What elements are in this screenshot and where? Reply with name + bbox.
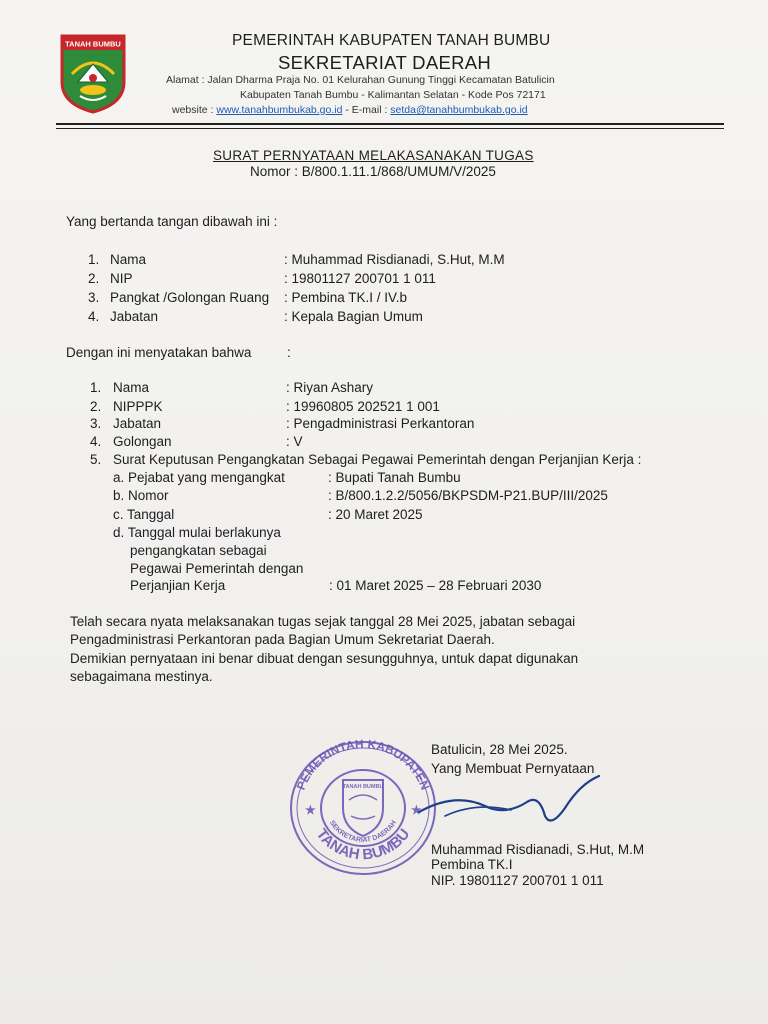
- sk-label-start-1: d. Tanggal mulai berlakunya: [113, 525, 281, 540]
- website-link[interactable]: www.tanahbumbukab.go.id: [216, 104, 343, 116]
- email-link[interactable]: setda@tanahbumbukab.go.id: [390, 104, 528, 116]
- header-rule-thin: [56, 128, 724, 129]
- sign-place-date: Batulicin, 28 Mei 2025.: [431, 742, 568, 757]
- employee-label-name: Nama: [113, 380, 150, 395]
- sk-label-date: c. Tanggal: [113, 507, 175, 522]
- signer-label-nip: NIP: [110, 271, 133, 286]
- email-label: - E-mail :: [345, 104, 388, 116]
- header-rule-thick: [56, 123, 724, 125]
- employee-value-position: : Pengadministrasi Perkantoran: [286, 416, 475, 431]
- signer-num-4: 4.: [88, 309, 100, 324]
- employee-num-1: 1.: [90, 380, 102, 395]
- sk-label-start-3: Pegawai Pemerintah dengan: [130, 561, 304, 576]
- signer-label-rank: Pangkat /Golongan Ruang: [110, 290, 270, 305]
- logo-text: TANAH BUMBU: [65, 39, 121, 49]
- document-number: Nomor : B/800.1.11.1/868/UMUM/V/2025: [250, 164, 496, 179]
- signer-value-nip: : 19801127 200701 1 011: [284, 271, 436, 286]
- document-title: SURAT PERNYATAAN MELAKASANAKAN TUGAS: [213, 148, 534, 163]
- header-address-line-1: Alamat : Jalan Dharma Praja No. 01 Kelurahan Gunung Tinggi Kecamatan Batulicin: [166, 74, 555, 86]
- sk-label-official: a. Pejabat yang mengangkat: [113, 470, 285, 485]
- sk-label-start-4: Perjanjian Kerja: [130, 578, 226, 593]
- website-label: website :: [172, 104, 214, 116]
- employee-value-grade: : V: [286, 434, 303, 449]
- sk-value-period: : 01 Maret 2025 – 28 Februari 2030: [329, 578, 542, 593]
- signer-value-rank: : Pembina TK.I / IV.b: [284, 290, 408, 305]
- signer-value-position: : Kepala Bagian Umum: [284, 309, 423, 324]
- svg-text:TANAH BUMBU: [313, 826, 414, 864]
- signer-label-name: Nama: [110, 252, 147, 267]
- closing-line-2: Pengadministrasi Perkantoran pada Bagian Umum Sekretariat Daerah.: [70, 632, 495, 647]
- sign-role: Yang Membuat Pernyataan: [431, 761, 595, 776]
- sk-value-date: : 20 Maret 2025: [328, 507, 423, 522]
- employee-label-grade: Golongan: [113, 434, 172, 449]
- signer-value-name: : Muhammad Risdianadi, S.Hut, M.M: [284, 252, 505, 267]
- handwritten-signature: [415, 772, 615, 832]
- stamp-star-left-icon: ★: [305, 803, 316, 817]
- signer-label-position: Jabatan: [110, 309, 159, 324]
- sk-label-start-2: pengangkatan sebagai: [130, 543, 267, 558]
- tanah-bumbu-logo: [58, 34, 128, 114]
- sign-nip: NIP. 19801127 200701 1 011: [431, 873, 604, 888]
- header-government: PEMERINTAH KABUPATEN TANAH BUMBU: [232, 32, 551, 49]
- header-office: SEKRETARIAT DAERAH: [278, 52, 492, 73]
- closing-line-4: sebagaimana mestinya.: [70, 669, 213, 684]
- sk-value-number: : B/800.1.2.2/5056/BKPSDM-P21.BUP/III/2025: [328, 488, 608, 503]
- stamp-badge-text: TANAH BUMBU: [342, 784, 384, 790]
- sk-label-number: b. Nomor: [113, 488, 169, 503]
- intro-text: Yang bertanda tangan dibawah ini :: [66, 214, 278, 229]
- stamp-star-right-icon: ★: [411, 803, 422, 817]
- sign-rank: Pembina TK.I: [431, 857, 513, 872]
- stamp-inner-text: SEKRETARIAT DAERAH: [327, 819, 399, 844]
- stamp-bottom-text: TANAH BUMBU: [312, 825, 414, 864]
- employee-value-name: : Riyan Ashary: [286, 380, 374, 395]
- stamp-outer-text: PEMERINTAH KABUPATEN: [293, 736, 433, 792]
- sk-value-official: : Bupati Tanah Bumbu: [328, 470, 461, 485]
- sk-heading: Surat Keputusan Pengangkatan Sebagai Pegawai Pemerintah dengan Perjanjian Kerja :: [113, 452, 642, 467]
- closing-line-1: Telah secara nyata melaksanakan tugas sejak tanggal 28 Mei 2025, jabatan sebagai: [70, 614, 576, 629]
- employee-num-3: 3.: [90, 416, 102, 431]
- sk-num: 5.: [90, 452, 102, 467]
- signer-num-2: 2.: [88, 271, 100, 286]
- closing-line-3: Demikian pernyataan ini benar dibuat dengan sesungguhnya, untuk dapat digunakan: [70, 651, 579, 666]
- employee-num-2: 2.: [90, 399, 102, 414]
- sign-name: Muhammad Risdianadi, S.Hut, M.M: [431, 842, 645, 857]
- employee-label-position: Jabatan: [113, 416, 162, 431]
- employee-label-nipppk: NIPPPK: [113, 399, 163, 414]
- employee-num-4: 4.: [90, 434, 102, 449]
- signer-num-3: 3.: [88, 290, 100, 305]
- statement-colon: :: [287, 345, 291, 360]
- header-address-line-2: Kabupaten Tanah Bumbu - Kalimantan Selatan - Kode Pos 72171: [240, 89, 546, 101]
- employee-value-nipppk: : 19960805 202521 1 001: [286, 399, 440, 414]
- signer-num-1: 1.: [88, 252, 100, 267]
- header-contact-line: [172, 104, 528, 116]
- statement-intro: Dengan ini menyatakan bahwa: [66, 345, 252, 360]
